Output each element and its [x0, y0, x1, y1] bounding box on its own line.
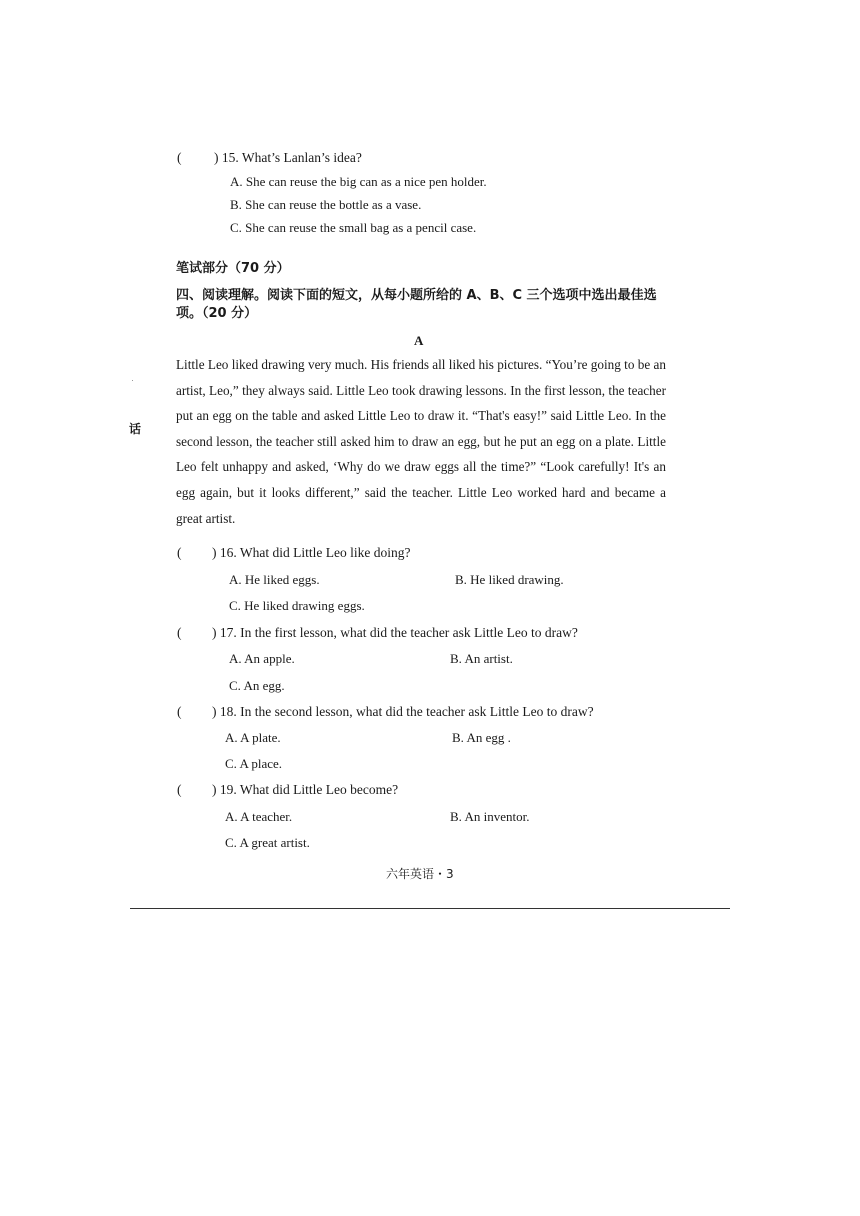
q16-stem: ) 16. What did Little Leo like doing?	[212, 545, 411, 560]
q15-option-c: C. She can reuse the small bag as a pencil case.	[230, 220, 477, 235]
reading-heading-line1: 四、阅读理解。阅读下面的短文，从每小题所给的 A、B、C 三个选项中选出最佳选	[176, 288, 657, 303]
q16-paren: (	[177, 545, 182, 560]
q15-paren: (	[177, 150, 182, 165]
q19-option-c: C. A great artist.	[225, 835, 310, 850]
binding-margin-mark: 话	[129, 422, 142, 436]
q18-paren: (	[177, 704, 182, 719]
q18-option-a: A. A plate.	[225, 730, 281, 745]
passage-text: Little Leo liked drawing very much. His friends all liked his pictures. “You’re going to be an artist, Leo,” they always said. Little Leo took drawing lessons. In the first lesson, the teacher put an egg on the table and asked Little Leo to draw it. “That's easy!” said Little Leo. In the second lesson, the teacher still asked him to draw an egg, but he put an egg on a plate. Little Leo felt unhappy and asked, ‘Why do we draw eggs all the time?” “Look carefully! It's an egg again, but it looks different,” said the teacher. Little Leo worked hard and became a great artist.	[176, 357, 666, 526]
q15-stem: ) 15. What’s Lanlan’s idea?	[214, 150, 362, 165]
q19-stem: ) 19. What did Little Leo become?	[212, 782, 399, 797]
q16-option-b: B. He liked drawing.	[455, 572, 564, 587]
passage-label: A	[414, 333, 424, 348]
q17-paren: (	[177, 625, 182, 640]
q19-option-a: A. A teacher.	[225, 809, 293, 824]
page-footer: 六年英语・3	[386, 867, 454, 881]
q17-stem: ) 17. In the first lesson, what did the teacher ask Little Leo to draw?	[212, 625, 578, 640]
q15-option-a: A. She can reuse the big can as a nice pen holder.	[230, 174, 487, 189]
q18-stem: ) 18. In the second lesson, what did the teacher ask Little Leo to draw?	[212, 704, 594, 719]
page-bottom-rule	[130, 908, 730, 909]
written-section-title: 笔试部分（70 分）	[176, 261, 290, 276]
q15-option-b: B. She can reuse the bottle as a vase.	[230, 197, 422, 212]
q18-option-b: B. An egg .	[452, 730, 511, 745]
q17-option-c: C. An egg.	[229, 678, 285, 693]
q17-option-a: A. An apple.	[229, 651, 295, 666]
reading-heading-line2: 项。（20 分）	[176, 306, 258, 321]
q17-option-b: B. An artist.	[450, 651, 513, 666]
q16-option-c: C. He liked drawing eggs.	[229, 598, 365, 613]
margin-dot	[132, 380, 133, 381]
q19-paren: (	[177, 782, 182, 797]
q18-option-c: C. A place.	[225, 756, 283, 771]
q19-option-b: B. An inventor.	[450, 809, 530, 824]
q16-option-a: A. He liked eggs.	[229, 572, 320, 587]
